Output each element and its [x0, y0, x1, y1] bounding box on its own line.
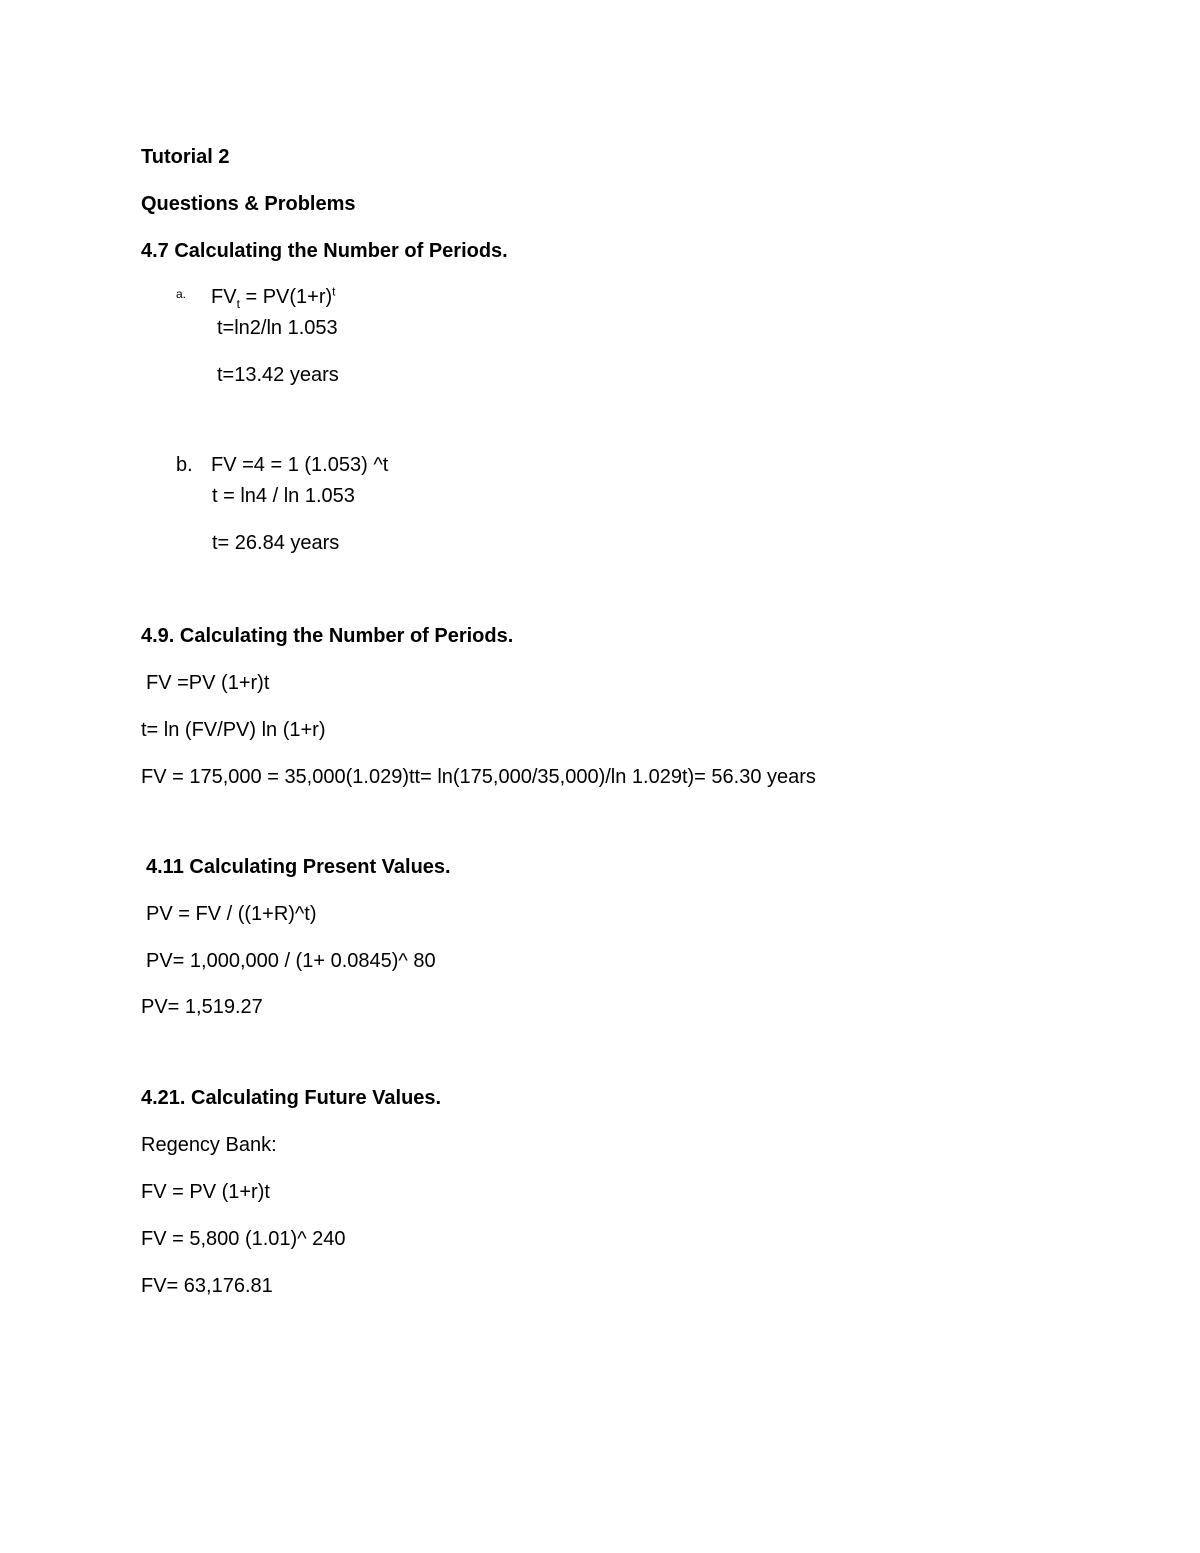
- document-title: Tutorial 2: [141, 146, 230, 168]
- section-4-11-line-1: PV = FV / ((1+R)^t): [146, 903, 317, 925]
- section-4-7-heading: 4.7 Calculating the Number of Periods.: [141, 240, 508, 262]
- formula-a-subscript: t: [236, 297, 240, 311]
- formula-a-line-3: t=13.42 years: [217, 364, 339, 386]
- section-4-9-heading: 4.9. Calculating the Number of Periods.: [141, 625, 514, 647]
- formula-a-fv: FV: [211, 286, 237, 308]
- list-marker-b: b.: [176, 454, 193, 476]
- section-4-11-line-2: PV= 1,000,000 / (1+ 0.0845)^ 80: [146, 950, 436, 972]
- formula-b-line-2: t = ln4 / ln 1.053: [212, 485, 355, 507]
- formula-a-line-2: t=ln2/ln 1.053: [217, 317, 338, 339]
- formula-a-equation: = PV(1+r): [239, 286, 333, 308]
- formula-a-line-1: [211, 285, 336, 309]
- section-4-11-line-3: PV= 1,519.27: [141, 996, 263, 1018]
- section-4-9-line-1: FV =PV (1+r)t: [146, 672, 270, 694]
- formula-a-superscript: t: [332, 284, 336, 299]
- section-4-21-line-3: FV = 5,800 (1.01)^ 240: [141, 1228, 346, 1250]
- section-4-9-line-3: FV = 175,000 = 35,000(1.029)tt= ln(175,000/35,000)/ln 1.029t)= 56.30 years: [141, 766, 816, 788]
- formula-b-line-3: t= 26.84 years: [212, 532, 340, 554]
- section-4-21-line-1: Regency Bank:: [141, 1134, 277, 1156]
- section-4-21-heading: 4.21. Calculating Future Values.: [141, 1087, 442, 1109]
- section-4-21-line-2: FV = PV (1+r)t: [141, 1181, 270, 1203]
- section-4-21-line-4: FV= 63,176.81: [141, 1275, 273, 1297]
- section-4-11-heading: 4.11 Calculating Present Values.: [146, 856, 451, 878]
- section-4-9-line-2: t= ln (FV/PV) ln (1+r): [141, 719, 326, 741]
- formula-b-line-1: FV =4 = 1 (1.053) ^t: [211, 454, 389, 476]
- document-subtitle: Questions & Problems: [141, 193, 356, 215]
- list-marker-a: a.: [176, 287, 187, 301]
